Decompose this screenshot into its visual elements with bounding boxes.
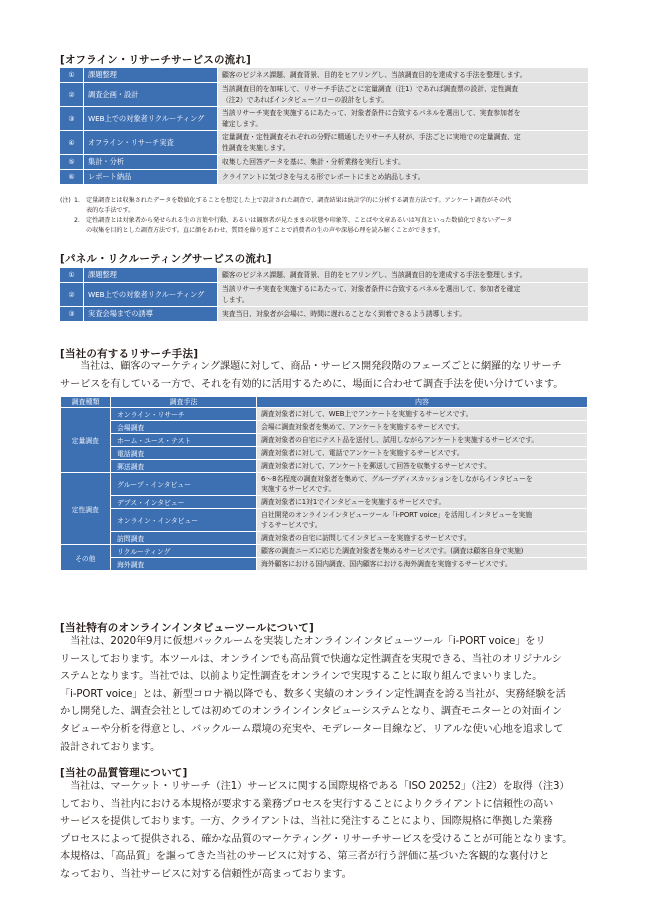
method-content-line: 会場に調査対象者を集めて、アンケートを実施するサービスです。 — [261, 422, 464, 431]
online-interview-heading: [当社特有のオンラインインタビューツールについて] — [60, 622, 314, 634]
method-content-line: 調査対象者に対して、電話でアンケートを実施するサービスです。 — [261, 448, 464, 457]
method-category: 定量調査 — [61, 408, 111, 473]
flow-step-row — [60, 155, 588, 170]
method-content-line: するサービスです。 — [261, 521, 322, 529]
paragraph-line: タビューや分析を得意とし、バックルーム環境の充実や、モデレーター目線など、リアルな使い心地を追求して — [60, 723, 564, 735]
step-name: 調査企画・設計 — [84, 83, 218, 106]
quality-heading: [当社の品質管理について] — [60, 767, 188, 779]
method-name: 海外調査 — [111, 558, 257, 571]
note-number: 1. — [74, 197, 80, 204]
note-line — [60, 206, 588, 216]
step-description-line: 実査当日、対象者が会場に、時間に遅れることなく到着できるよう誘導します。 — [222, 309, 466, 318]
step-name: 課題整理 — [84, 268, 218, 282]
paragraph-line: プロセスによって提供される、確かな品質のマーケティング・リサーチサービスを受けることが可能となります。 — [60, 833, 573, 845]
step-description-line: 性調査を実施します。 — [222, 143, 290, 152]
table-row — [61, 532, 588, 545]
method-content-line: 調査対象者の自宅に訪問してインタビューを実施するサービスです。 — [261, 533, 471, 542]
note-line — [60, 216, 588, 226]
step-description-line: 当該リサーチ実査を実施するにあたって、対象者条件に合致するパネルを選出して、参加者を確定 — [222, 285, 521, 294]
method-content-line: 顧客の調査ニーズに応じた調査対象者を集めるサービスです。(調査は顧客自身で実施) — [261, 546, 524, 555]
step-description-line: （注2）であればインタビューフローの設計をします。 — [222, 95, 389, 104]
step-name: WEB上での対象者リクルーティング — [84, 107, 218, 130]
flow-step-row — [60, 83, 588, 107]
flow-step-row — [60, 107, 588, 131]
method-name: 郵送調査 — [111, 460, 257, 473]
step-description — [218, 268, 588, 282]
table-row — [61, 447, 588, 460]
step-description — [218, 68, 588, 82]
method-name: 電話調査 — [111, 447, 257, 460]
step-name: レポート納品 — [84, 170, 218, 184]
paragraph-line: サービスを提供しております。一方、クライアントは、当社に発注することにより、国際規格に準拠した業務 — [60, 816, 553, 828]
method-category: その他 — [61, 545, 111, 571]
method-content — [257, 496, 588, 509]
step-number: ⑥ — [60, 170, 84, 184]
table-row — [61, 558, 588, 571]
method-content-line: 自社開発のオンラインインタビューツール「i-PORT voice」を活用しインタビューを実施 — [261, 510, 533, 519]
table-row — [61, 545, 588, 558]
paragraph-line: ステムとなります。当社では、以前より定性調査をオンラインで実現することに取り組んでまいりました。 — [60, 671, 543, 683]
table-row — [61, 408, 588, 421]
flow-step-row — [60, 268, 588, 283]
table-row — [61, 434, 588, 447]
step-number: ④ — [60, 131, 84, 154]
flow-step-row — [60, 131, 588, 155]
step-number: ② — [60, 83, 84, 106]
step-name: オフライン・リサーチ実査 — [84, 131, 218, 154]
method-content-line: 調査対象者に対して、WEB上でアンケートを実施するサービスです。 — [261, 409, 473, 418]
header-method: 調査手法 — [111, 397, 257, 408]
step-description-line: 当該調査目的を加味して、リサーチ手法ごとに定量調査（注1）であれば調査票の設計、定性調査 — [222, 85, 519, 94]
paragraph-line: 「i-PORT voice」とは、新型コロナ禍以降でも、数多く実績のオンライン定性調査を誇る当社が、実務経験を活 — [60, 688, 566, 700]
table-row — [61, 473, 588, 496]
methods-intro-line: サービスを有している一方で、それを有効的に活用するために、場面に合わせて調査手法を使い分けています。 — [60, 378, 564, 390]
note-label — [60, 226, 74, 236]
methods-table — [60, 396, 588, 571]
methods-table-header — [61, 397, 588, 408]
step-description-line: 定量調査・定性調査それぞれの分野に精通したリサーチ人材が、手法ごとに実地での定量調査、定 — [222, 133, 521, 142]
method-content — [257, 545, 588, 558]
paragraph-line: なっており、当社サービスに対する信頼性が高まっております。 — [60, 868, 352, 880]
paragraph-line: 当社は、マーケット・リサーチ（注1）サービスに関する国際規格である「ISO 20252」（注2）を取得（注3） — [60, 781, 570, 792]
step-name: 実査会場までの誘導 — [84, 307, 218, 321]
paragraph-line: 本規格は、「高品質」を謳ってきた当社のサービスに対する、第三者が行う評価に基づいた客観的な裏付けと — [60, 851, 550, 863]
table-row — [61, 509, 588, 532]
method-content — [257, 434, 588, 447]
flow-step-row — [60, 68, 588, 83]
step-description-line: 収集した回答データを基に、集計・分析業務を実行します。 — [222, 157, 405, 166]
methods-intro — [60, 358, 588, 393]
method-content — [257, 509, 588, 532]
step-number: ① — [60, 268, 84, 282]
paragraph-line: しており、当社内における本規格が要求する業務プロセスを実行することによりクライアントに信頼性の高い — [60, 798, 554, 810]
method-content — [257, 421, 588, 434]
step-number: ① — [60, 68, 84, 82]
step-number: ③ — [60, 307, 84, 321]
note-label — [60, 216, 74, 226]
step-description — [218, 131, 588, 154]
note-number — [74, 206, 86, 216]
offline-flow-table — [60, 68, 588, 185]
note-number: 2. — [74, 217, 80, 224]
offline-notes — [60, 196, 588, 236]
table-row — [61, 460, 588, 473]
step-name: 集計・分析 — [84, 155, 218, 169]
step-description-line: クライアントに気づきを与える形でレポートにまとめ納品します。 — [222, 172, 425, 181]
table-row — [61, 421, 588, 434]
method-content — [257, 558, 588, 571]
method-content-line: 海外顧客における国内調査、国内顧客における海外調査を実施するサービスです。 — [261, 559, 512, 568]
method-content — [257, 460, 588, 473]
step-description-line: 確定します。 — [222, 119, 263, 128]
methods-heading: [当社の有するリサーチ手法] — [60, 348, 199, 360]
step-number: ② — [60, 283, 84, 306]
step-description-line: 顧客のビジネス課題、調査背景、目的をヒアリングし、当該調査目的を達成する手法を整理します。 — [222, 270, 527, 279]
paragraph-line: 当社は、2020年9月に仮想バックルームを実装したオンラインインタビューツール「i-PORT voice」をリ — [60, 636, 546, 647]
step-name: WEB上での対象者リクルーティング — [84, 283, 218, 306]
flow-step-row — [60, 283, 588, 307]
method-content — [257, 408, 588, 421]
method-content — [257, 473, 588, 496]
methods-intro-line: 当社は、顧客のマーケティング課題に対して、商品・サービス開発段階のフェーズごとに網羅的なリサーチ — [80, 361, 562, 372]
method-name: 会場調査 — [111, 421, 257, 434]
method-name: グループ・インタビュー — [111, 473, 257, 496]
method-content-line: 調査対象者に対して、アンケートを郵送して回答を収集するサービスです。 — [261, 461, 491, 470]
flow-step-row — [60, 170, 588, 185]
note-line — [60, 196, 588, 206]
note-label: (注) — [60, 197, 71, 204]
paragraph-line: リースしております。本ツールは、オンラインでも高品質で快適な定性調査を実現できる、当社のオリジナルシ — [60, 653, 562, 665]
quality-text — [60, 778, 588, 884]
header-content: 内容 — [257, 397, 588, 408]
note-number — [74, 226, 86, 236]
step-description — [218, 307, 588, 321]
note-text: 定性調査とは対象者から発せられる生の言葉や行動、あるいは観察者が見たままの状態や印象等、ことばや文章あるいは写真といった数値化できないデータ — [86, 217, 513, 224]
note-text: 定量調査とは収集されたデータを数値化することを想定した上で設計された調査で、調査結果は統計学的に分析する調査方法です。アンケート調査がその代 — [86, 197, 512, 204]
step-description-line: 顧客のビジネス課題、調査背景、目的をヒアリングし、当該調査目的を達成する手法を整理します。 — [222, 70, 527, 79]
step-description-line: します。 — [222, 295, 249, 304]
online-interview-text — [60, 633, 588, 756]
step-number: ③ — [60, 107, 84, 130]
method-content-line: 6～8名程度の調査対象者を集めて、グループディスカッションをしながらインタビューを — [261, 474, 533, 483]
method-content — [257, 447, 588, 460]
paragraph-line: かし開発した、調査会社としては初めてのオンラインインタビューシステムとなり、調査モニターとの対面イン — [60, 706, 562, 718]
header-category: 調査種類 — [61, 397, 111, 408]
table-row — [61, 496, 588, 509]
method-name: オンライン・インタビュー — [111, 509, 257, 532]
method-content-line: 調査対象者の自宅にテスト品を送付し、試用しながらアンケートを実施するサービスです。 — [261, 435, 539, 444]
note-text: の収集を目的とした調査方法です。直に顔をあわせ、質問を繰り返すことで消費者の生の声や深層心理を読み解くことができます。 — [86, 227, 444, 234]
method-content-line: 調査対象者に1対1でインタビューを実施するサービスです。 — [261, 497, 446, 506]
method-content — [257, 532, 588, 545]
step-description — [218, 83, 588, 106]
offline-flow-heading: [オフライン・リサーチサービスの流れ] — [60, 54, 252, 66]
step-description — [218, 107, 588, 130]
paragraph-line: 設計されております。 — [60, 741, 161, 753]
step-description — [218, 155, 588, 169]
method-category: 定性調査 — [61, 473, 111, 545]
panel-flow-table — [60, 268, 588, 322]
note-text: 表的な手法です。 — [86, 207, 135, 214]
method-name: ホーム・ユース・テスト — [111, 434, 257, 447]
method-name: 訪問調査 — [111, 532, 257, 545]
method-name: リクルーティング — [111, 545, 257, 558]
step-description — [218, 170, 588, 184]
note-line — [60, 226, 588, 236]
note-label — [60, 206, 74, 216]
step-description-line: 当該リサーチ実査を実施するにあたって、対象者条件に合致するパネルを選出して、実査参加者を — [222, 109, 521, 118]
method-name: デプス・インタビュー — [111, 496, 257, 509]
method-content-line: 実施するサービスです。 — [261, 485, 336, 493]
method-name: オンライン・リサーチ — [111, 408, 257, 421]
step-number: ⑤ — [60, 155, 84, 169]
panel-flow-heading: [パネル・リクルーティングサービスの流れ] — [60, 253, 272, 265]
step-name: 課題整理 — [84, 68, 218, 82]
step-description — [218, 283, 588, 306]
flow-step-row — [60, 307, 588, 322]
